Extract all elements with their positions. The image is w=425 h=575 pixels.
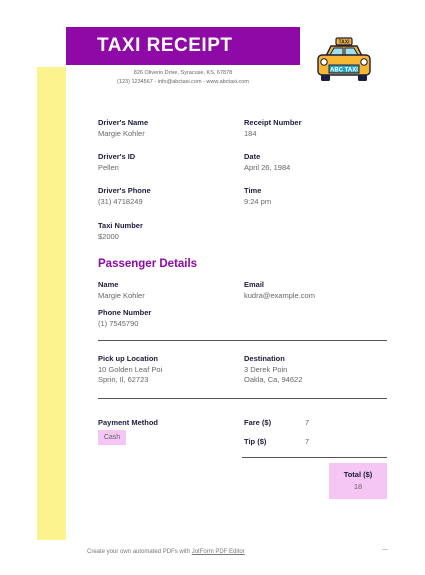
taxi-number-value: $2000	[98, 232, 119, 241]
driver-id-value: Pellen	[98, 163, 119, 172]
footer-link[interactable]: JotForm PDF Editor	[191, 549, 245, 555]
passenger-name-label: Name	[98, 280, 119, 289]
divider	[98, 398, 387, 399]
driver-name-value: Margie Kohler	[98, 129, 145, 138]
passenger-details-heading: Passenger Details	[98, 258, 198, 270]
fare-value: 7	[305, 418, 310, 427]
receipt-number-label: Receipt Number	[244, 118, 302, 127]
footer-mark	[382, 549, 388, 550]
divider	[98, 340, 387, 341]
driver-id-label: Driver's ID	[98, 152, 136, 161]
passenger-phone-value: (1) 7545790	[98, 319, 139, 328]
pickup-location-label: Pick up Location	[98, 354, 159, 363]
page-title: TAXI RECEIPT	[97, 35, 233, 56]
title-band	[66, 27, 300, 65]
receipt-number-value: 184	[244, 129, 257, 138]
total-box	[329, 463, 387, 499]
pickup-address-line2: Sprin, Il, 62723	[98, 375, 149, 384]
total-value: 18	[353, 482, 363, 491]
logo-sign-text: TAXI	[338, 39, 350, 46]
passenger-phone-label: Phone Number	[98, 308, 152, 317]
driver-name-label: Driver's Name	[98, 118, 149, 127]
fare-label: Fare ($)	[244, 418, 272, 427]
destination-address-line2: Oakla, Ca, 94622	[244, 375, 303, 384]
pickup-address-line1: 10 Golden Leaf Poi	[98, 365, 163, 374]
sidebar-stripe	[37, 67, 66, 540]
driver-phone-label: Driver's Phone	[98, 186, 151, 195]
date-value: April 26, 1984	[244, 163, 291, 172]
company-address: 826 Oliverio Drive, Syracuse, KS, 67878	[133, 70, 233, 76]
payment-method-label: Payment Method	[98, 418, 159, 427]
passenger-name-value: Margie Kohler	[98, 291, 145, 300]
passenger-email-label: Email	[244, 280, 265, 289]
date-label: Date	[244, 152, 261, 161]
passenger-email-value: kudra@example.com	[244, 291, 315, 300]
total-label: Total ($)	[343, 470, 373, 479]
totals-divider	[242, 457, 387, 458]
taxi-icon	[313, 36, 375, 84]
tip-label: Tip ($)	[244, 437, 267, 446]
time-label: Time	[244, 186, 262, 195]
tip-value: 7	[305, 437, 310, 446]
taxi-number-label: Taxi Number	[98, 221, 143, 230]
company-contact: (123) 1234567 - info@abctaxi.com - www.abctaxi.com	[117, 79, 249, 85]
payment-method-badge: Cash	[98, 430, 126, 445]
footer-text: Create your own automated PDFs with	[87, 549, 192, 555]
driver-phone-value: (31) 4718249	[98, 197, 143, 206]
footer-note	[87, 549, 245, 555]
logo-text: ABC TAXI	[330, 67, 358, 74]
time-value: 9:24 pm	[244, 197, 272, 206]
destination-label: Destination	[244, 354, 285, 363]
destination-address-line1: 3 Derek Poin	[244, 365, 288, 374]
